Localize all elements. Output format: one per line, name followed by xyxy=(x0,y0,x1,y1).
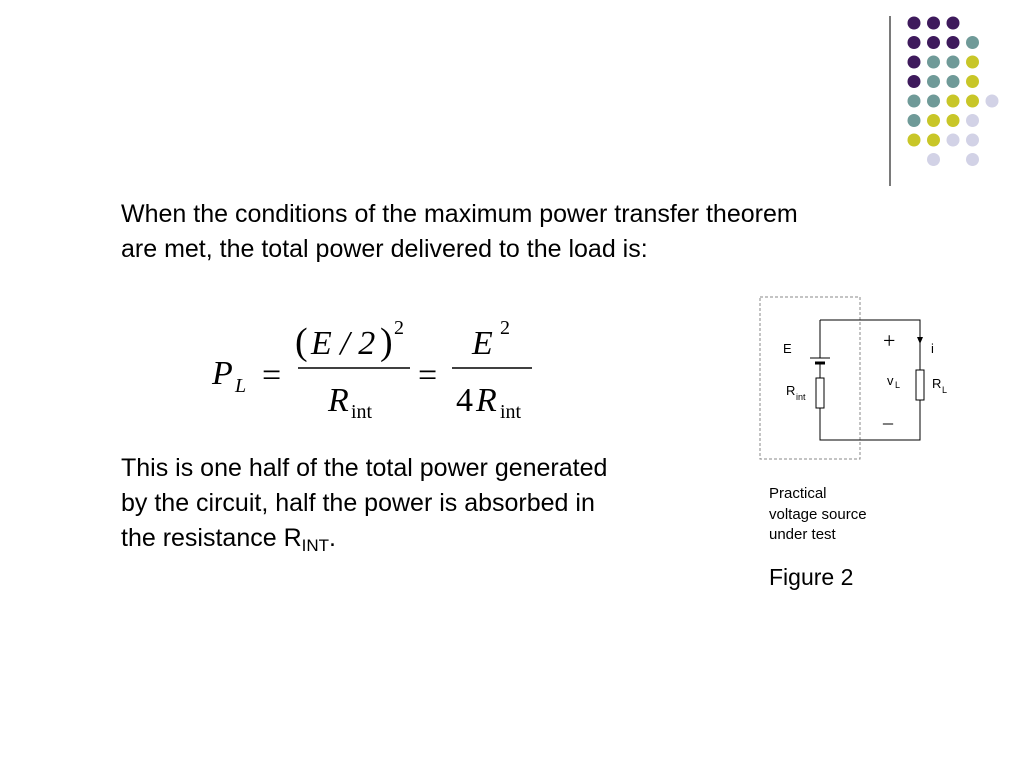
decorative-dot xyxy=(908,75,921,88)
explanation-line-2: by the circuit, half the power is absorbed in xyxy=(121,489,595,517)
label-rl-sub: L xyxy=(942,385,948,395)
caption-line-1: Practical xyxy=(769,485,827,502)
decorative-dot xyxy=(947,95,960,108)
decorative-dot xyxy=(966,75,979,88)
formula-num2-exp: 2 xyxy=(500,317,510,339)
decorative-dot xyxy=(947,114,960,127)
formula-den1-r: R xyxy=(328,382,349,419)
source-boundary-box xyxy=(760,297,860,459)
label-vl-sub: L xyxy=(895,380,901,390)
explanation-line-3-text: the resistance R xyxy=(121,524,302,552)
decorative-dot xyxy=(966,56,979,69)
formula-num1: E / 2 xyxy=(311,325,376,362)
decorative-dot xyxy=(966,134,979,147)
formula-den2-sub: int xyxy=(500,401,522,423)
formula-paren-open: ( xyxy=(295,321,308,363)
decorative-dot xyxy=(947,56,960,69)
label-plus: + xyxy=(883,328,896,353)
explanation-paragraph xyxy=(121,451,607,556)
label-rint-sub: int xyxy=(796,392,806,402)
formula-num2: E xyxy=(472,325,493,362)
rint-resistor xyxy=(816,378,824,408)
top-wire xyxy=(820,320,920,370)
decorative-dot xyxy=(927,56,940,69)
bottom-wire xyxy=(820,394,920,440)
formula-den2-coef: 4 xyxy=(456,382,473,419)
formula-den1-sub: int xyxy=(351,401,373,423)
decorative-dot xyxy=(966,153,979,166)
figure-caption xyxy=(769,484,867,546)
decorative-dot xyxy=(927,134,940,147)
formula-num1-exp: 2 xyxy=(394,317,404,339)
current-arrow xyxy=(917,337,923,344)
decorative-dot xyxy=(927,36,940,49)
decorative-dot xyxy=(908,17,921,30)
decorative-dot xyxy=(927,75,940,88)
decorative-dot-grid xyxy=(905,14,1005,174)
intro-paragraph xyxy=(121,197,798,267)
decorative-dot xyxy=(966,114,979,127)
explanation-line-3 xyxy=(121,521,607,556)
explanation-line-3-period: . xyxy=(329,524,336,552)
label-minus: _ xyxy=(883,405,893,427)
label-i: i xyxy=(931,341,934,356)
intro-line-1: When the conditions of the maximum power transfer theorem xyxy=(121,200,798,228)
formula-eq-2: = xyxy=(418,357,438,394)
rint-subscript: INT xyxy=(301,536,330,555)
figure-label: Figure 2 xyxy=(769,564,854,590)
decorative-dot xyxy=(986,95,999,108)
decorative-dot xyxy=(927,95,940,108)
decorative-dot xyxy=(908,114,921,127)
formula-p-sub: L xyxy=(235,375,247,397)
power-formula xyxy=(210,308,550,428)
label-rl: R xyxy=(932,376,942,391)
label-rint: R xyxy=(786,383,796,398)
vertical-divider xyxy=(889,16,891,186)
decorative-dot xyxy=(908,95,921,108)
decorative-dot xyxy=(927,114,940,127)
decorative-dot xyxy=(927,17,940,30)
label-e: E xyxy=(783,341,792,356)
circuit-diagram xyxy=(755,292,965,464)
decorative-dot xyxy=(947,36,960,49)
decorative-dot xyxy=(908,36,921,49)
formula-eq-1: = xyxy=(262,357,282,394)
decorative-dot xyxy=(947,134,960,147)
formula-den2-r: R xyxy=(476,382,497,419)
caption-line-3: under test xyxy=(769,526,836,543)
rl-resistor xyxy=(916,370,924,400)
decorative-dot xyxy=(927,153,940,166)
intro-line-2: are met, the total power delivered to the load is: xyxy=(121,235,648,263)
decorative-dot xyxy=(966,36,979,49)
decorative-dot xyxy=(966,95,979,108)
formula-paren-close: ) xyxy=(380,321,393,363)
caption-line-2: voltage source xyxy=(769,505,867,523)
explanation-line-1: This is one half of the total power generated xyxy=(121,454,608,482)
decorative-dot xyxy=(908,56,921,69)
label-vl: v xyxy=(887,373,894,388)
decorative-dot xyxy=(947,75,960,88)
formula-p: P xyxy=(212,355,233,392)
decorative-dot xyxy=(908,134,921,147)
decorative-dot xyxy=(947,17,960,30)
